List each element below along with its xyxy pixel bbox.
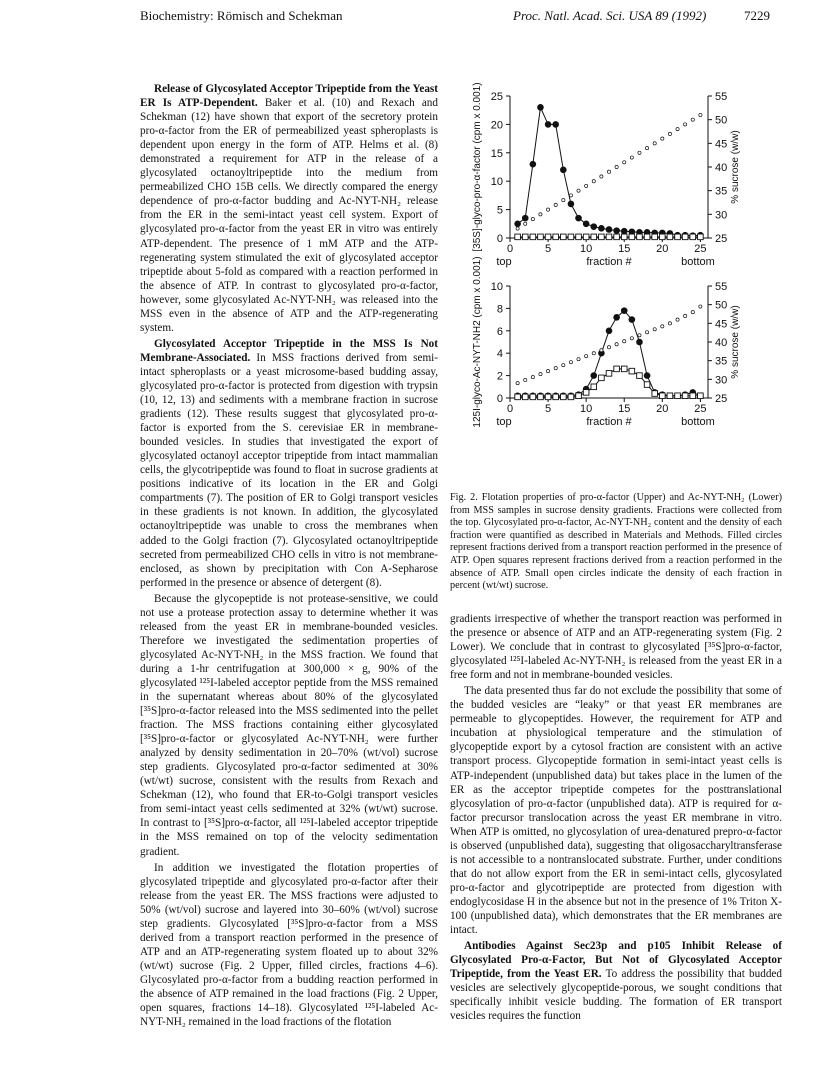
lower-point-density [577,358,580,361]
paragraph [140,861,438,1030]
upper-y2-tick-label: 50 [715,114,728,127]
upper-point-minus-atp [614,234,620,240]
upper-point-density [531,217,534,220]
upper-x-tick-label: 20 [656,243,669,255]
upper-y2-tick-label: 25 [715,233,728,245]
lower-point-density [630,337,633,340]
section-heading: Release of Glycosylated Acceptor Tripeptide from the Yeast ER Is ATP-Dependent. [140,83,438,110]
lower-point-minus-atp [667,393,673,399]
upper-point-density [668,132,671,135]
upper-point-density [516,227,519,230]
lower-x-tick-label: 10 [580,403,593,415]
upper-point-minus-atp [606,234,612,240]
upper-point-density [577,189,580,192]
lower-x-tick-label: 25 [694,403,707,415]
lower-x-tick-label: 15 [618,403,631,415]
upper-point-minus-atp [591,234,597,240]
lower-y2-tick-label: 50 [715,299,728,312]
lower-point-density [600,349,603,352]
upper-y2-label: % sucrose (w/w) [730,130,741,204]
upper-point-minus-atp [667,234,673,240]
paragraph-text: Because the glycopeptide is not protease-sensitive, we could not use a protease protection assay to determine whether it was released from the yeast ER in membrane-bounded vesicles. Therefore we investigated the sedimentation properties of glycosylated Ac-NYT-NH₂ in the MSS fraction. We found that during a 1-hr centrifugation at 300,000 × g, 90% of the glycosylated ¹²⁵I-labeled acceptor peptide from the MSS remained in the supernatant whereas about 80% of the glycosylated [³⁵S]pro-α-factor released into the MSS sedimented into the pellet fraction. The MSS fractions containing either glycosylated [³⁵S]pro-α-factor or glycosylated Ac-NYT-NH₂ were further analyzed by density sedimentation in 20–70% (wt/vol) sucrose step gradients. Glycosylated pro-α-factor sedimented at 30% (wt/wt) sucrose, consistent with the results from Rexach and Schekman (12), who found that ER-to-Golgi transport vesicles from semi-intact yeast cells sedimented at 32% (wt/wt) sucrose. In contrast to [³⁵S]pro-α-factor, all ¹²⁵I-labeled acceptor tripeptide in the MSS remained on top of the velocity sedimentation gradient. [140,592,438,858]
lower-point-plus-atp [621,307,628,314]
upper-x-tick-label: 10 [580,243,593,255]
lower-point-density [623,340,626,343]
lower-point-minus-atp [652,391,658,397]
upper-y-tick-label: 0 [496,233,503,245]
running-head-journal: Proc. Natl. Acad. Sci. USA 89 (1992) [513,8,707,23]
lower-x-tick-label: 0 [506,403,514,415]
upper-y2-tick-label: 45 [715,138,728,151]
paragraph [450,612,782,682]
lower-point-density [615,343,618,346]
lower-point-minus-atp [583,390,589,396]
lower-point-minus-atp [530,394,536,400]
lower-point-density [569,361,572,364]
figure-2 [0,80,816,560]
upper-point-density [592,180,595,183]
upper-point-plus-atp [575,215,582,222]
lower-point-density [531,375,534,378]
upper-point-density [615,165,618,168]
upper-x-tick-label: 15 [618,243,631,255]
upper-point-density [661,137,664,140]
lower-y-tick-label: 8 [496,303,503,316]
lower-point-minus-atp [698,393,704,399]
upper-point-plus-atp [583,221,590,228]
lower-point-minus-atp [538,394,544,400]
lower-point-plus-atp [590,372,597,379]
lower-point-density [516,381,519,384]
upper-point-minus-atp [583,234,589,240]
lower-y2-label: % sucrose (w/w) [730,305,741,379]
lower-point-density [668,322,671,325]
lower-point-minus-atp [629,368,635,374]
upper-point-density [676,128,679,131]
figure-caption: Fig. 2. Flotation properties of pro-α-factor (Upper) and Ac-NYT-NH₂ (Lower) from MSS samples in sucrose density gradients. Fractions were collected from the top. Glycosylated pro-α-factor, Ac-NYT-NH₂ content and the density of each fraction were quantified as described in Materials and Methods. Filled circles represent fractions derived from a transport reaction performed in the presence of ATP. Open squares represent fractions derived from a reaction performed in the absence of ATP. Small open circles indicate the density of each fraction in percent (wt/wt) sucrose. [450,492,782,592]
lower-bottom-annotation: bottom [681,416,715,428]
lower-point-density [539,373,542,376]
upper-point-density [554,203,557,206]
lower-y2-tick-label: 35 [715,355,728,368]
upper-point-density [524,222,527,225]
lower-point-minus-atp [561,394,567,400]
lower-point-density [562,364,565,367]
upper-y-tick-label: 20 [490,119,503,132]
upper-point-minus-atp [637,234,643,240]
upper-bottom-annotation: bottom [681,256,715,268]
lower-point-density [661,325,664,328]
upper-point-minus-atp [522,234,528,240]
lower-y2-tick-label: 45 [715,318,728,331]
lower-y2-tick-label: 30 [715,374,728,387]
lower-point-minus-atp [690,393,696,399]
upper-point-minus-atp [561,234,567,240]
right-column [450,612,782,1023]
paragraph-text: In addition we investigated the flotation properties of glycosylated tripeptide and glycosylated pro-α-factor after their release from the yeast ER. The MSS fractions were adjusted to 50% (wt/vol) sucrose and layered into 30–60% (wt/vol) sucrose step gradients. Glycosylated [³⁵S]pro-α-factor from a MSS derived from a transport reaction performed in the presence of ATP and an ATP-regenerating system floated up to about 32% (wt/wt) sucrose (Fig. 2 Upper, filled circles, fractions 4–6). Glycosylated pro-α-factor from a budding reaction performed in the absence of ATP remained in the load fractions (Fig. 2 Upper, open squares, fractions 14–18). Glycosylated ¹²⁵I-labeled Ac-NYT-NH₂ remained in the load fractions of the flotation [140,861,438,1029]
upper-point-density [607,170,610,173]
lower-point-density [645,331,648,334]
upper-y-label: [35S]-glyco-pro-α-factor (cpm x 0.001) [472,82,483,252]
lower-y2-tick-label: 55 [715,281,728,293]
paragraph-text: In MSS fractions derived from semi-intact spheroplasts or a yeast microsome-based budding assay, glycosylated pro-α-factor is protected from digestion with trypsin (10, 12, 13) and sediments with a membrane fraction in sucrose gradients (12). These results suggest that glycosylated pro-α-factor is exported from the S. cerevisiae ER in membrane-bounded vesicles. In studies that investigated the export of glycosylated octanoyl acceptor tripeptide from intact mammalian cells, the glycotripeptide was found to float in sucrose gradients at positions indicative of its location in the ER and Golgi compartments (7). The position of ER to Golgi transport vesicles in these gradients is not known. In addition, the glycosylated octanoyltripeptide was unable to cross the membranes when added to the Golgi fraction (7). Glycosylated octanoyltripeptide secreted from permeabilized CHO cells in vitro is not membrane-enclosed, as shown by precipitation with Con A-Sepharose performed in the presence or absence of detergent (8). [140,351,438,589]
lower-x-tick-label: 20 [656,403,669,415]
section-heading: Glycosylated Acceptor Tripeptide in the MSS Is Not Membrane-Associated. [140,337,438,364]
lower-point-density [653,328,656,331]
upper-point-minus-atp [629,234,635,240]
upper-point-density [623,161,626,164]
lower-point-density [585,355,588,358]
paragraph [450,684,782,937]
upper-point-minus-atp [553,234,559,240]
lower-point-minus-atp [682,393,688,399]
section-heading: Antibodies Against Sec23p and p105 Inhibit Release of Glycosylated Pro-α-Factor, But Not of Glycosylated Acceptor Tripeptide, from the Yeast ER. [450,940,782,981]
lower-point-minus-atp [545,394,551,400]
lower-point-density [554,367,557,370]
upper-y2-tick-label: 40 [715,162,728,174]
upper-y-tick-label: 5 [496,204,503,217]
lower-y-label: 125I-glyco-Ac-NYT-NH2 (cpm x 0.001) [472,256,483,428]
lower-point-minus-atp [644,382,650,388]
upper-point-plus-atp [537,104,544,111]
upper-point-minus-atp [538,234,544,240]
upper-point-minus-atp [515,234,521,240]
lower-point-minus-atp [606,371,612,377]
paragraph-text: The data presented thus far do not exclude the possibility that some of the budded vesicles are “leaky” or that yeast ER membranes are permeable to glycopeptides. However, the requirement for ATP and incubation at physiological temperature and the stimulation of glycopeptide export by a cytosol fraction are consistent with an active transport process. Glycopeptide formation in semi-intact yeast cells is ATP-independent (unpublished data) but takes place in the lumen of the ER as the acceptor tripeptide competes for the posttranslational glycosylation of pro-α-factor (unpublished data). ATP is required for α-factor precursor translocation across the yeast ER membrane in vitro. When ATP is omitted, no glycosylation of urea-denatured prepro-α-factor is observed (unpublished data), suggesting that oligosaccharyltransferase is not accessible to a nontranslocated substrate. Further, under conditions that do not allow export from the ER in semi-intact cells, glycosylated pro-α-factor and glycotripeptide are protected from digestion with endoglycosidase H in the absence but not in the presence of 1% Triton X-100 (unpublished data), which demonstrates that the ER membranes are intact. [450,685,782,937]
upper-point-minus-atp [675,234,681,240]
upper-point-density [585,184,588,187]
paragraph [450,939,782,1023]
upper-point-minus-atp [682,234,688,240]
upper-point-minus-atp [599,234,605,240]
upper-point-minus-atp [621,234,627,240]
upper-x-label: fraction # [586,256,632,268]
paragraph-text: To address the possibility that budded vesicles are selectively glycopeptide-porous, we sought conditions that specifically inhibit vesicle budding. The formation of ER transport vesicles requires the function [450,968,782,1023]
upper-y-tick-label: 25 [490,91,503,103]
upper-point-density [653,142,656,145]
lower-point-minus-atp [621,366,627,372]
lower-point-minus-atp [515,394,521,400]
upper-point-minus-atp [652,234,658,240]
upper-point-plus-atp [552,121,559,128]
upper-y-tick-label: 15 [490,147,503,160]
lower-point-minus-atp [614,366,620,372]
upper-point-plus-atp [514,221,521,228]
lower-y2-tick-label: 40 [715,337,728,349]
lower-point-density [691,311,694,314]
upper-point-plus-atp [530,161,537,168]
upper-point-minus-atp [644,234,650,240]
lower-top-annotation: top [496,416,512,428]
lower-point-plus-atp [606,328,613,335]
upper-x-tick-label: 0 [506,243,514,255]
upper-point-minus-atp [568,234,574,240]
upper-point-plus-atp [621,228,628,235]
upper-point-density [569,194,572,197]
upper-point-plus-atp [560,167,567,174]
upper-x-tick-label: 5 [545,243,552,255]
lower-point-density [546,370,549,373]
paragraph-text: Baker et al. (10) and Rexach and Schekman (12) have shown that export of the secretory protein pro-α-factor from the ER of permeabilized yeast spheroplasts is dependent upon energy in the form of ATP. Helms et al. (8) demonstrated a requirement for ATP in the release of a glycosylated octanoyltripeptide into the medium from permeabilized CHO 15B cells. We directly compared the energy dependence of pro-α-factor budding and Ac-NYT-NH₂ release from the ER in the semi-intact yeast cell system. Export of glycosylated pro-α-factor from the yeast ER in vitro was entirely ATP-dependent. The presence of 1 mM ATP and the ATP-regenerating system stimulated the exit of glycosylated acceptor tripeptide about 5-fold as compared with a reaction performed in the absence of ATP. In contrast to glycosylated pro-α-factor, however, some glycosylated Ac-NYT-NH₂ was released into the MSS even in the absence of ATP and the ATP-regenerating system. [140,97,438,334]
lower-y-tick-label: 4 [496,348,503,361]
lower-x-tick-label: 5 [545,403,552,415]
lower-point-density [524,378,527,381]
upper-point-minus-atp [530,234,536,240]
lower-point-minus-atp [553,394,559,400]
lower-point-minus-atp [568,394,574,400]
lower-point-plus-atp [613,314,620,321]
lower-point-density [592,352,595,355]
lower-point-minus-atp [660,393,666,399]
lower-point-minus-atp [675,393,681,399]
upper-point-density [546,208,549,211]
lower-point-plus-atp [629,316,636,323]
lower-point-density [676,318,679,321]
upper-y2-tick-label: 55 [715,91,728,103]
lower-point-density [699,305,702,308]
upper-point-density [638,151,641,154]
upper-point-minus-atp [660,234,666,240]
upper-point-minus-atp [545,234,551,240]
upper-point-plus-atp [522,215,529,222]
paragraph-text: gradients irrespective of whether the transport reaction was performed in the presence or absence of ATP and an ATP-regenerating system (Fig. 2 Lower). We conclude that in contrast to glycosylated [³⁵S]pro-α-factor, glycosylated ¹²⁵I-labeled Ac-NYT-NH₂ is released from the yeast ER in a free form and not in membrane-bounded vesicles. [450,613,782,682]
upper-x-tick-label: 25 [694,243,707,255]
upper-point-density [691,118,694,121]
upper-top-annotation: top [496,256,512,268]
upper-point-minus-atp [698,234,704,240]
upper-point-density [600,175,603,178]
lower-point-minus-atp [576,393,582,399]
upper-y2-tick-label: 35 [715,185,728,198]
lower-point-density [638,334,641,337]
upper-point-plus-atp [545,121,552,128]
paragraph [140,592,438,859]
upper-point-density [645,146,648,149]
lower-y-tick-label: 0 [496,393,503,405]
upper-point-minus-atp [690,234,696,240]
upper-point-plus-atp [568,201,575,208]
page-number: 7229 [744,8,770,23]
lower-point-minus-atp [637,373,643,379]
upper-point-density [699,113,702,116]
upper-y2-tick-label: 30 [715,209,728,222]
lower-point-density [607,346,610,349]
running-head-left: Biochemistry: Römisch and Schekman [140,8,343,23]
upper-point-plus-atp [590,223,597,230]
lower-y-tick-label: 10 [490,281,503,293]
lower-point-plus-atp [644,372,651,379]
upper-point-minus-atp [576,234,582,240]
lower-y-tick-label: 6 [496,325,503,338]
lower-series-line [518,311,701,396]
lower-point-minus-atp [599,375,605,381]
lower-y-tick-label: 2 [496,370,503,383]
lower-x-label: fraction # [586,416,632,428]
upper-y-tick-label: 10 [490,176,503,189]
lower-y2-tick-label: 25 [715,393,728,405]
upper-point-density [562,199,565,202]
upper-point-density [539,213,542,216]
upper-point-plus-atp [598,225,605,232]
lower-point-minus-atp [522,394,528,400]
lower-point-plus-atp [636,339,643,346]
upper-point-plus-atp [613,227,620,234]
lower-point-minus-atp [591,384,597,390]
upper-point-density [684,123,687,126]
upper-point-plus-atp [606,226,613,233]
upper-point-density [630,156,633,159]
lower-point-density [684,314,687,317]
